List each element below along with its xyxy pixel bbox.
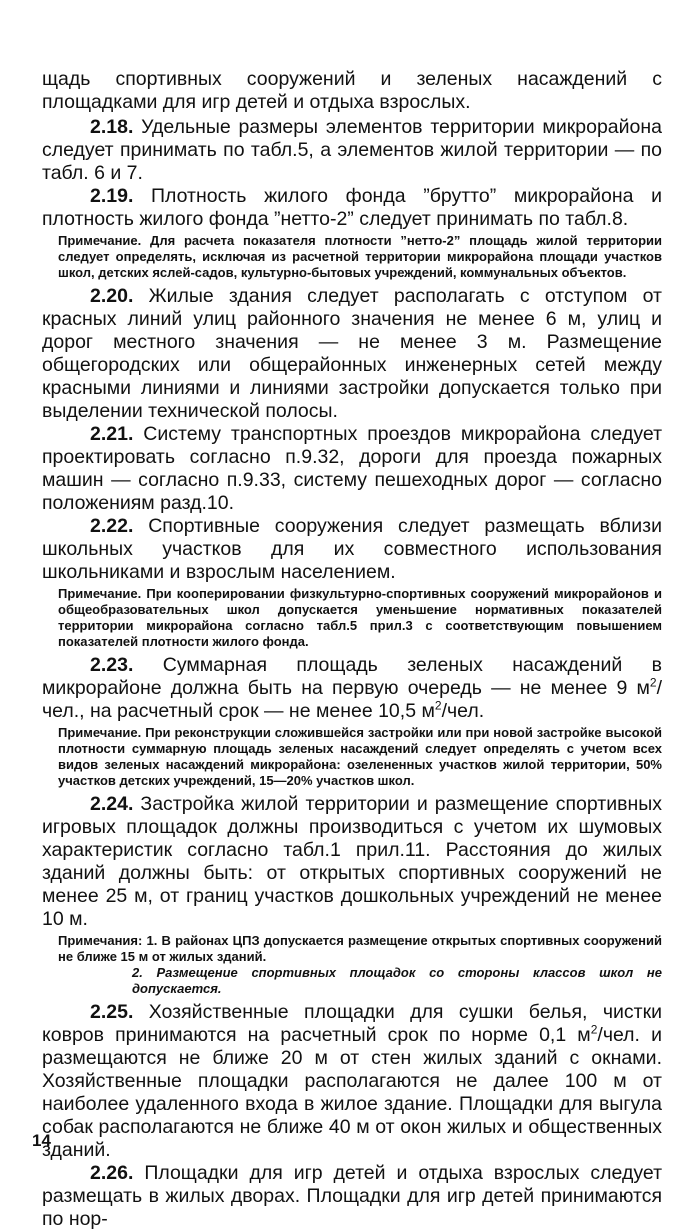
page-number: 14: [32, 1131, 51, 1150]
paragraph-text: Площадки для игр детей и отдыха взрослых следует размещать в жилых дворах. Площадки для игр детей принимаются по нор-: [42, 1162, 662, 1230]
section-number: 2.22.: [90, 515, 134, 537]
superscript: 2: [649, 675, 657, 690]
paragraph-2-20: [42, 285, 662, 423]
section-number: 2.18.: [90, 116, 134, 138]
paragraph-text: Удельные размеры элементов территории микрорайона следует принимать по табл.5, а элементов жилой территории — по табл. 6 и 7.: [42, 116, 662, 184]
paragraph-text: Хозяйственные площадки для сушки белья, чистки ковров принимаются на расчетный срок по норме 0,1 м: [42, 1001, 662, 1046]
superscript: 2: [590, 1022, 598, 1037]
note-label: Примечание.: [58, 725, 142, 740]
note-2-19: [58, 233, 662, 281]
section-number: 2.21.: [90, 423, 134, 445]
paragraph-2-25: [42, 1001, 662, 1162]
paragraph-2-24: [42, 793, 662, 931]
note-item-1: [58, 933, 662, 965]
note-2-23: [58, 725, 662, 789]
paragraph-text: Застройка жилой территории и размещение спортивных игровых площадок должны производиться с учетом их шумовых характеристик согласно табл.1 прил.11. Расстояния до жилых зданий должны быть: от открытых спортивных сооружений не менее 25 м, от границ участков дошкольных учреждений не менее 10 м.: [42, 793, 662, 930]
paragraph-text: /чел. и размещаются не ближе 20 м от стен жилых зданий с окнами. Хозяйственные площадки располагаются не далее 100 м от наиболее удаленного входа в жилое здание. Площадки для выгула собак располагаются не ближе 40 м от окон жилых и общественных зданий.: [42, 1024, 662, 1161]
section-number: 2.20.: [90, 285, 134, 307]
paragraph-2-21: [42, 423, 662, 515]
note-text: При реконструкции сложившейся застройки или при новой застройке высокой плотности суммарную площадь зеленых насаждений следует определять с учетом всех видов зеленых насаждений микрорайона: озелененных участков жилой территории, 50% участков детских учреждений, 15—20% участков школ.: [58, 725, 662, 788]
paragraph-text: Систему транспортных проездов микрорайона следует проектировать согласно п.9.32, дороги для проезда пожарных машин — согласно п.9.33, систему пешеходных дорог — согласно положениям разд.10.: [42, 423, 662, 514]
paragraph-text: Плотность жилого фонда ”брутто” микрорайона и плотность жилого фонда ”нетто-2” следует принимать по табл.8.: [42, 185, 662, 230]
paragraph-text: /чел., на расчетный срок — не менее 10,5 м: [42, 677, 662, 722]
paragraph-2-22: [42, 515, 662, 584]
paragraph-continuation: щадь спортивных сооружений и зеленых насаждений с площадками для игр детей и отдыха взрослых.: [42, 68, 662, 113]
section-number: 2.24.: [90, 793, 134, 815]
paragraph-text: /чел.: [441, 700, 485, 722]
note-text: При кооперировании физкультурно-спортивных сооружений микрорайонов и общеобразовательных школ допускается уменьшение нормативных показателей территории микрорайона согласно табл.5 прил.3 с соответствующим повышением показателей плотности жилого фонда.: [58, 586, 662, 649]
paragraph-2-26: [42, 1162, 662, 1231]
section-number: 2.23.: [90, 654, 134, 676]
section-number: 2.26.: [90, 1162, 134, 1184]
paragraph-text: Спортивные сооружения следует размещать вблизи школьных участков для их совместного использования школьниками и взрослым населением.: [42, 515, 662, 583]
paragraph-2-19: [42, 185, 662, 231]
note-label: Примечание.: [58, 586, 142, 601]
paragraph-text: Суммарная площадь зеленых насаждений в микрорайоне должна быть на первую очередь — не менее 9 м: [42, 654, 662, 699]
paragraph-text: Жилые здания следует располагать с отступом от красных линий улиц районного значения не менее 6 м, улиц и дорог местного значения — не менее 3 м. Размещение общегородских или общерайонных инженерных сетей между красными линиями и линиями застройки допускается только при выделении технической полосы.: [42, 285, 662, 422]
notes-2-24: [58, 933, 662, 997]
section-number: 2.25.: [90, 1001, 134, 1023]
text-column: [42, 68, 662, 1231]
paragraph-2-18: [42, 116, 662, 185]
note-text: Для расчета показателя плотности ”нетто-2” площадь жилой территории следует определять, исключая из расчетной территории микрорайона площади участков школ, детских яслей-садов, культурно-бытовых учреждений, коммунальных объектов.: [58, 233, 662, 280]
note-2-22: [58, 586, 662, 650]
note-item-2: 2. Размещение спортивных площадок со стороны классов школ не допускается.: [132, 965, 662, 996]
note-text: 1. В районах ЦПЗ допускается размещение открытых спортивных сооружений не ближе 15 м от жилых зданий.: [58, 933, 662, 964]
section-number: 2.19.: [90, 185, 134, 207]
paragraph-2-23: [42, 654, 662, 723]
note-label: Примечания:: [58, 933, 143, 948]
superscript: 2: [434, 698, 442, 713]
note-label: Примечание.: [58, 233, 142, 248]
